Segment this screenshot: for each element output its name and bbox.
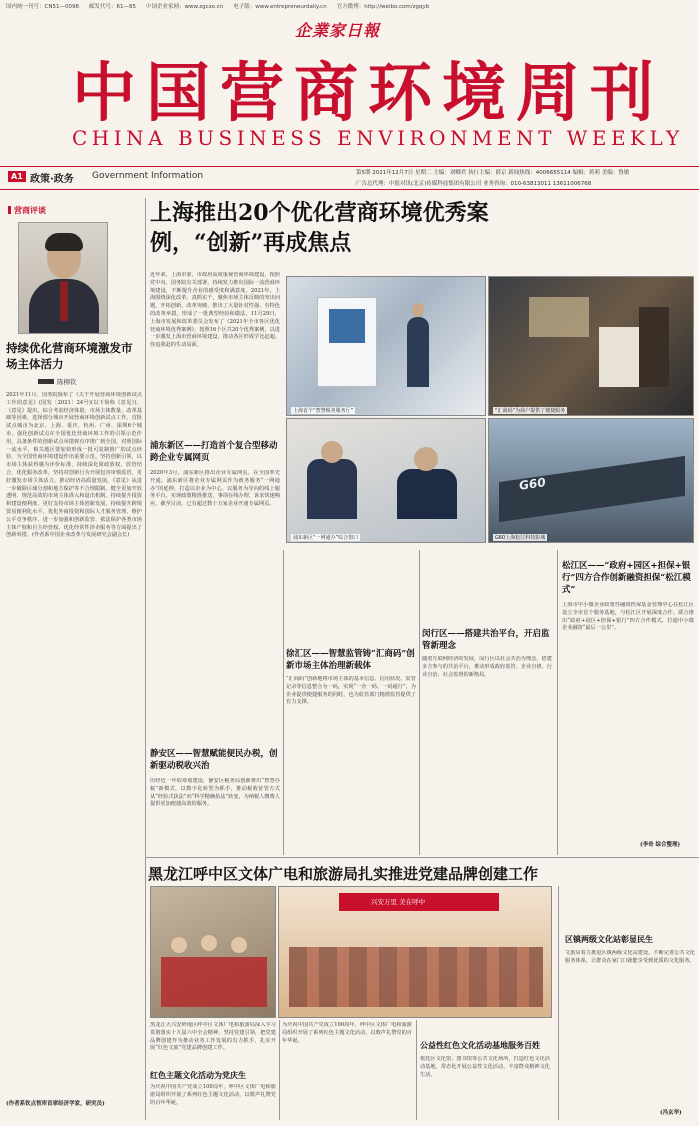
bottom-section-heading-1[interactable]: 红色主题文化活动为党庆生 xyxy=(150,1070,246,1080)
bottom-section-body-3: 文旅局着力推进区镇两级文化站建设，不断完善公共文化服务体系，让群众在家门口就能享受到优质的文化服务。 xyxy=(565,950,695,964)
main-lead: 近年来，上海市委、市政府高度重视营商环境建设，按照党中央、国务院有关部署，持续发力推出国际一流营商环境建设，不断提升企业的感受度和满意度。2021年，上海围绕深化改革、真抓实干，聚焦市场主体反映的突出问题，开拓创新、改革突破，推出了大量针对性强、有特色的改革举措，形成了一批典型经验和做法。11月29日，上海市发展和改革委员会发布了《2021年全市各区优化营商环境优秀案例》，按照16个区共20个优秀案例，以进一步激发上海市营商环境建设。推动各区形成学比赶超、你追我赶的生动局面。 xyxy=(150,272,280,349)
bottom-section-heading-3[interactable]: 区镇两级文化站彰显民生 xyxy=(565,934,653,944)
column-divider xyxy=(558,886,559,1120)
sidebar-byline: 陈柳钦 xyxy=(38,377,77,386)
photo-caption-5: 兴安万里 美在呼中 xyxy=(371,898,426,906)
photo-pudong-window xyxy=(286,418,486,543)
section-name: 政策·政务 xyxy=(30,174,74,185)
photo-caption-2: “汇商码”为商户提供了便捷服务 xyxy=(495,408,566,414)
photo-event-hall xyxy=(278,886,552,1018)
masthead-title: 中国营商环境周刊 xyxy=(72,56,664,131)
masthead-sub-brand: 企業家日報 xyxy=(295,21,381,40)
top-info-bar xyxy=(0,0,699,12)
masthead-title-en: CHINA BUSINESS ENVIRONMENT WEEKLY xyxy=(72,126,684,150)
column-divider xyxy=(145,198,146,1120)
column-divider xyxy=(279,1020,280,1120)
photo-huishang-code xyxy=(488,276,694,416)
postal-code: 邮发代号：61—85 xyxy=(88,4,136,10)
photo-caption-1: 上海首个“智慧税务服务厅” xyxy=(293,408,354,414)
photo-caption-3: 浦东新区“一网通办”综合窗口 xyxy=(293,535,359,541)
section-heading-jingan[interactable]: 静安区——智慧赋能便民办税，创新驱动税收兴治 xyxy=(150,749,278,771)
column-divider xyxy=(557,550,558,855)
column-divider xyxy=(416,1020,417,1120)
bottom-col2-body: 为庆祝中国共产党成立100周年，呼中区文体广电和旅游局组织开展了系列红色主题文化活动，以歌声礼赞党的百年华诞。 xyxy=(282,1022,412,1044)
issue-meta: 第5期 2021年12月7日 星期二 主编：刘卿君 执行主编：薛京 新闻热线：4006655114 编辑：蒋莉 美编：鲁敏 xyxy=(356,170,630,176)
photo-caption-4: G60上海松江科技影城 xyxy=(495,535,546,541)
section-strip xyxy=(0,166,699,190)
website-link[interactable]: 中国企业家网：www.zgcxo.cn xyxy=(145,4,224,10)
section-heading-songjiang[interactable]: 松江区——“政府+园区+担保+银行”四方合作创新融资担保“松江模式” xyxy=(562,561,691,595)
author-portrait xyxy=(18,222,108,334)
section-body-pudong: 2020年3月，浦东新区推出企业专属网页，在全国率先开通。浦东新区将企业专属网页作为政务服务“一网通办”的延伸，打造以企业为中心、以服务为导向的线上服务平台，实现政策精准推送、事项在线办理、诉求快速响应。截至目前，已有超过数十万家企业开通专属网页。 xyxy=(150,470,280,508)
photo-g60-cinema: G60 G60上海松江科技影城 xyxy=(488,418,694,543)
e-edition-link[interactable]: 电子版：www.entrepreneurdaily.cn xyxy=(233,4,327,10)
page-badge: A1 xyxy=(8,171,26,182)
bottom-credit: (冯玄华) xyxy=(660,1110,682,1116)
section-heading-minhang[interactable]: 闵行区——搭建共治平台，开启监管新理念 xyxy=(422,629,550,651)
bottom-section-body-1: 为庆祝中国共产党成立100周年，呼中区文体广电和旅游局组织开展了系列红色主题文化活动，以歌声礼赞党的百年华诞。 xyxy=(150,1084,276,1106)
bottom-headline[interactable]: 黑龙江呼中区文体广电和旅游局扎实推进党建品牌创建工作 xyxy=(148,865,539,883)
bottom-intro: 黑龙江大兴安岭地区呼中区文体广电和旅游局深入学习贯彻落实十九届六中全会精神，坚持党建引领，把党建品牌创建作为推动业务工作发展的有力抓手，扎实开展“红色文旅”党建品牌创建工作。 xyxy=(150,1022,276,1052)
section-name-en: Government Information xyxy=(92,171,204,181)
column-tag: 营商评谈 xyxy=(8,205,46,216)
photo-performance xyxy=(150,886,276,1018)
main-credit: (李奇 综合整理) xyxy=(640,842,681,848)
sidebar-headline[interactable]: 持续优化营商环境激发市场主体活力 xyxy=(6,341,133,371)
weibo-link[interactable]: 官方微博：http://weibo.com/zgqyb xyxy=(336,4,430,10)
sidebar-footnote: (作者系钦点智库首席经济学家，研究员) xyxy=(6,1101,105,1107)
section-body-minhang: 随着互联网经济的发展，闵行区以社会共治为理念，搭建多方参与的共治平台，推动形成政府监管、企业自律、行业自治、社会监督的新格局。 xyxy=(422,656,552,678)
section-body-songjiang: 上海市中小微企业政策性融资担保基金管理中心在松江区设立全市首个服务基地，与松江区开展深度合作，联合推出“政府+园区+担保+银行”四方合作模式，打通中小微企业融资“最后一公里”。 xyxy=(562,602,694,632)
bottom-section-body-2: 依托区文化馆、图书馆等公共文化场所，打造红色文化活动基地，常态化开展公益性文化活动，丰富群众精神文化生活。 xyxy=(420,1056,550,1078)
photo-tax-hall xyxy=(286,276,486,416)
section-heading-xuhui[interactable]: 徐汇区——智慧监管铸“汇商码”创新市场主体治理新载体 xyxy=(286,649,415,671)
section-body-jingan: 历经近一年的筹划建设，静安区税务局创新推出“智慧办税”新模式，以数字化转型为抓手，推动税收征管方式从“经验式执法”向“科学精确执法”转变，为纳税人缴费人提供更加便捷高效的服务。 xyxy=(150,778,280,808)
column-divider xyxy=(283,550,284,855)
section-heading-pudong[interactable]: 浦东新区——打造首个复合型移动跨企业专属网页 xyxy=(150,441,278,463)
ad-meta: 广告总代理：中报对讯(北京)传媒科技集团有限公司 业务咨询：010-63813011 13611006768 xyxy=(356,181,592,187)
section-body-xuhui: “汇商码”创新地将市场主体的基本信息、信用状况、监管记录等信息整合为一码，实现“一企一码、一码通行”，为企业提供便捷服务的同时，也为监管部门精准监管提供了有力支撑。 xyxy=(286,676,416,706)
section-divider xyxy=(146,857,699,858)
sidebar-body: 2021年11月，国务院颁布了《关于开展营商环境创新试点工作的意见》(国发〔2021〕24号)(以下简称《意见》)。《意见》提出，综合考虑经济体量、市场主体数量、改革基础等因素，选择部分城市开展营商环境创新试点工作。首批试点城市为北京、上海、重庆、杭州、广州、深圳6个城市。强化创新试点在全国优化营商环境工作的引领示范作用，具备条件的创新试点举措将有序推广到全国。对照国际一流水平，相关地区要加快形成一批可复制推广的试点经验，为全国营商环境建设作出重要示范。坚持创新引领，以市场主体获得感为评价标准，持续深化简政放权、放管结合、优化服务改革，坚持对创新行为开展包容审慎监管，更好激发市场主体活力，推动经济高质量发展。《意见》从进一步破除区域分割和地方保护等不合理限制、健全更加开放透明、规范高效的市场主体准入和退出机制、持续提升投资和建设便利度、更好支持市场主体创新发展、持续提升跨境贸易便利化水平、优化外商投资和国际人才服务管理、维护公平竞争秩序、进一步加强和创新监管、依法保护各类市场主体产权和自主经营权、优化经常性涉企服务等方面提出了创新举措。(作者系中国企业改革与发展研究会副会长) xyxy=(6,392,142,539)
bottom-section-heading-2[interactable]: 公益性红色文化活动基地服务百姓 xyxy=(420,1040,540,1050)
publication-number: 国内统一刊号：CN51—0098 xyxy=(6,4,79,10)
main-headline[interactable]: 上海推出20个优化营商环境优秀案例，“创新”再成焦点 xyxy=(150,200,489,256)
masthead xyxy=(0,12,699,162)
column-divider xyxy=(419,550,420,855)
